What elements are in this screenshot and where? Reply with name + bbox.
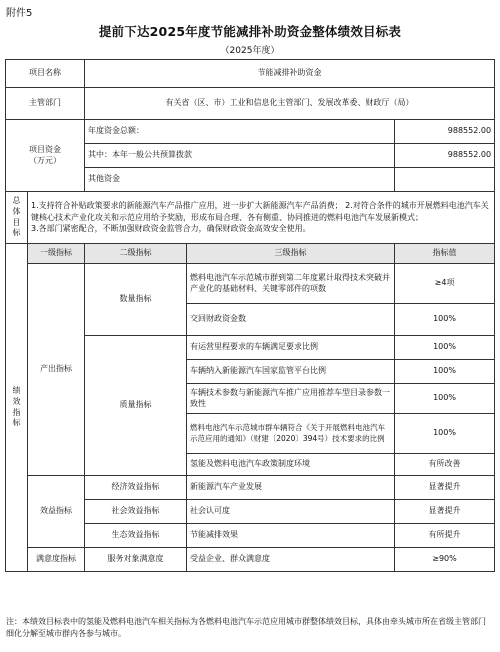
level2-label: 服务对象满意度: [85, 548, 187, 572]
level3-text: 交回财政资金数: [187, 304, 395, 336]
satisfaction-indicator-label: 满意度指标: [28, 548, 85, 572]
level3-text: 有运营里程要求的车辆满足要求比例: [187, 336, 395, 360]
level3-text: 新能源汽车产业发展: [187, 476, 395, 500]
annex-label: 附件5: [6, 8, 33, 19]
footnote: 注：本绩效目标表中的氢能及燃料电池汽车相关指标为各燃料电池汽车示范应用城市群整体绩效目标，具体由牵头城市所在省级主管部门细化分解至城市群内各参与城市。: [6, 617, 486, 638]
project-name-value: 节能减排补助资金: [85, 60, 495, 88]
department-label: 主管部门: [6, 88, 85, 120]
level3-text: 车辆技术参数与新能源汽车推广应用推荐车型目录参数一致性: [187, 384, 395, 414]
level2-label: 生态效益指标: [85, 524, 187, 548]
level3-text: 节能减排效果: [187, 524, 395, 548]
indicator-value: 100%: [395, 336, 495, 360]
indicator-value: 显著提升: [395, 476, 495, 500]
level2-label: 经济效益指标: [85, 476, 187, 500]
quality-indicator-label: 质量指标: [85, 336, 187, 476]
indicator-value: 100%: [395, 304, 495, 336]
indicator-value: 显著提升: [395, 500, 495, 524]
indicator-value: ≥4项: [395, 264, 495, 304]
indicator-value: 100%: [395, 414, 495, 454]
department-value: 有关省（区、市）工业和信息化主管部门、发展改革委、财政厅（局）: [85, 88, 495, 120]
level3-text: 燃料电池汽车示范城市群到第二年度累计取得技术突破并产业化的基础材料、关键零部件的项数: [187, 264, 395, 304]
quantity-indicator-label: 数量指标: [85, 264, 187, 336]
project-funds-label: 项目资金 （万元）: [6, 120, 85, 192]
output-indicator-label: 产出指标: [28, 264, 85, 476]
indicator-value: 100%: [395, 360, 495, 384]
level2-label: 社会效益指标: [85, 500, 187, 524]
overall-goal-label: 总体目标: [6, 192, 28, 244]
annual-total-label: 年度资金总额：: [85, 120, 395, 144]
overall-goal-text: 1.支持符合补贴政策要求的新能源汽车产品推广应用，进一步扩大新能源汽车产品消费； 2.对符合条件的城市开展燃料电池汽车关键核心技术产业化攻关和示范应用给予奖励，形成布局合理、各有侧重、协同推进的燃料电池汽车发展新模式； 3.各部门紧密配合，不断加强财政资金监管合力，确保财政资金高效安全使用。: [28, 192, 495, 244]
annual-total-value: 988552.00: [395, 120, 495, 144]
performance-target-table: [5, 59, 495, 572]
header-level2: 二级指标: [85, 244, 187, 264]
header-level1: 一级指标: [28, 244, 85, 264]
level3-text: 受益企业、群众满意度: [187, 548, 395, 572]
header-level3: 三级指标: [187, 244, 395, 264]
general-budget-value: 988552.00: [395, 144, 495, 168]
indicator-value: 有所改善: [395, 454, 495, 476]
other-funds-value: [395, 168, 495, 192]
indicator-value: 有所提升: [395, 524, 495, 548]
indicator-value: 100%: [395, 384, 495, 414]
indicator-value: ≥90%: [395, 548, 495, 572]
other-funds-label: 其他资金: [85, 168, 395, 192]
performance-indicators-label: 绩效指标: [6, 244, 28, 572]
level3-text: 氢能及燃料电池汽车政策制度环境: [187, 454, 395, 476]
project-name-label: 项目名称: [6, 60, 85, 88]
effect-indicator-label: 效益指标: [28, 476, 85, 548]
level3-text: 车辆纳入新能源汽车国家监管平台比例: [187, 360, 395, 384]
level3-text: 社会认可度: [187, 500, 395, 524]
general-budget-label: 其中：本年一般公共预算拨款: [85, 144, 395, 168]
header-value: 指标值: [395, 244, 495, 264]
document-year: （2025年度）: [220, 46, 280, 56]
level3-text: 燃料电池汽车示范城市群车辆符合《关于开展燃料电池汽车示范应用的通知》（财建〔2020〕394号）技术要求的比例: [187, 414, 395, 454]
document-title: 提前下达2025年度节能减排补助资金整体绩效目标表: [98, 24, 402, 39]
